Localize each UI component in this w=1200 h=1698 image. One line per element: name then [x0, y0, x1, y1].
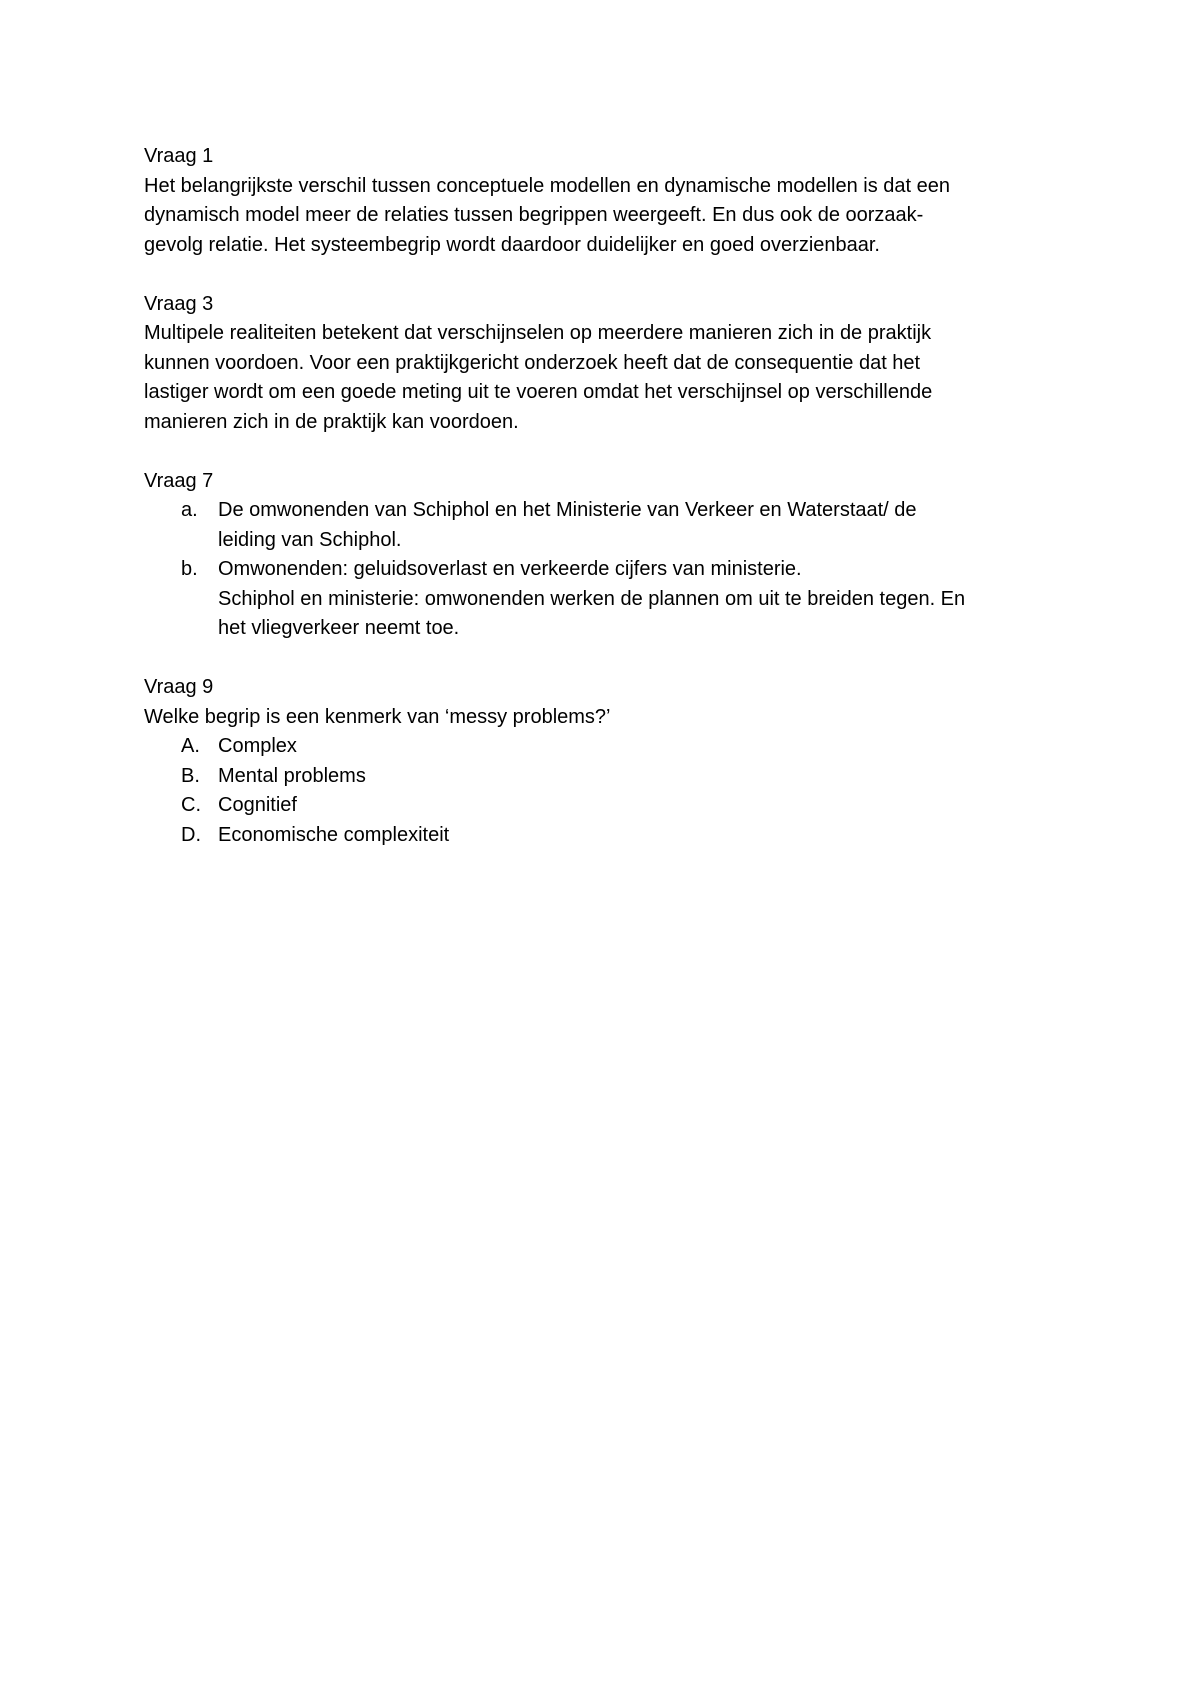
- choice-marker: A.: [181, 735, 200, 757]
- question-heading: Vraag 1: [144, 145, 214, 167]
- list-marker: a.: [181, 499, 198, 521]
- choice-item: [144, 821, 1074, 851]
- choice-text: Economische complexiteit: [218, 823, 450, 846]
- question-heading: Vraag 3: [144, 292, 214, 315]
- question-heading: Vraag 9: [144, 676, 214, 698]
- list-marker: b.: [181, 558, 198, 580]
- question-1: [144, 142, 1074, 260]
- answer-line: kunnen voordoen. Voor een praktijkgericht onderzoek heeft dat de consequentie dat het: [144, 351, 921, 374]
- answer-list: [144, 496, 1074, 644]
- choice-item: [144, 791, 1074, 821]
- list-item-line: het vliegverkeer neemt toe.: [218, 617, 460, 639]
- document-page: [144, 142, 1074, 880]
- list-item: [144, 496, 1074, 555]
- question-7: [144, 467, 1074, 644]
- choice-text: Mental problems: [218, 764, 366, 787]
- answer-line: gevolg relatie. Het systeembegrip wordt daardoor duidelijker en goed overzienbaar.: [144, 233, 880, 256]
- list-item-line: De omwonenden van Schiphol en het Ministerie van Verkeer en Waterstaat/ de: [218, 499, 917, 521]
- choice-text: Complex: [218, 735, 297, 757]
- choice-marker: D.: [181, 823, 201, 846]
- choice-text: Cognitief: [218, 794, 297, 816]
- question-heading: Vraag 7: [144, 469, 214, 492]
- answer-line: Multipele realiteiten betekent dat verschijnselen op meerdere manieren zich in de praktijk: [144, 322, 932, 344]
- question-text: Welke begrip is een kenmerk van ‘messy problems?’: [144, 705, 611, 728]
- answer-line: dynamisch model meer de relaties tussen begrippen weergeeft. En dus ook de oorzaak-: [144, 204, 924, 226]
- choice-marker: B.: [181, 764, 200, 787]
- choice-marker: C.: [181, 794, 201, 816]
- choice-item: [144, 762, 1074, 792]
- question-9: [144, 673, 1074, 850]
- list-item-line: leiding van Schiphol.: [218, 528, 402, 551]
- list-item-line: Schiphol en ministerie: omwonenden werken de plannen om uit te breiden tegen. En: [218, 587, 966, 610]
- answer-line: Het belangrijkste verschil tussen conceptuele modellen en dynamische modellen is dat een: [144, 174, 951, 197]
- answer-line: manieren zich in de praktijk kan voordoen.: [144, 410, 519, 433]
- choice-item: [144, 732, 1074, 762]
- list-item: [144, 555, 1074, 644]
- list-item-line: Omwonenden: geluidsoverlast en verkeerde cijfers van ministerie.: [218, 558, 802, 580]
- question-3: [144, 290, 1074, 438]
- choice-list: [144, 732, 1074, 850]
- answer-line: lastiger wordt om een goede meting uit te voeren omdat het verschijnsel op verschillende: [144, 381, 933, 403]
